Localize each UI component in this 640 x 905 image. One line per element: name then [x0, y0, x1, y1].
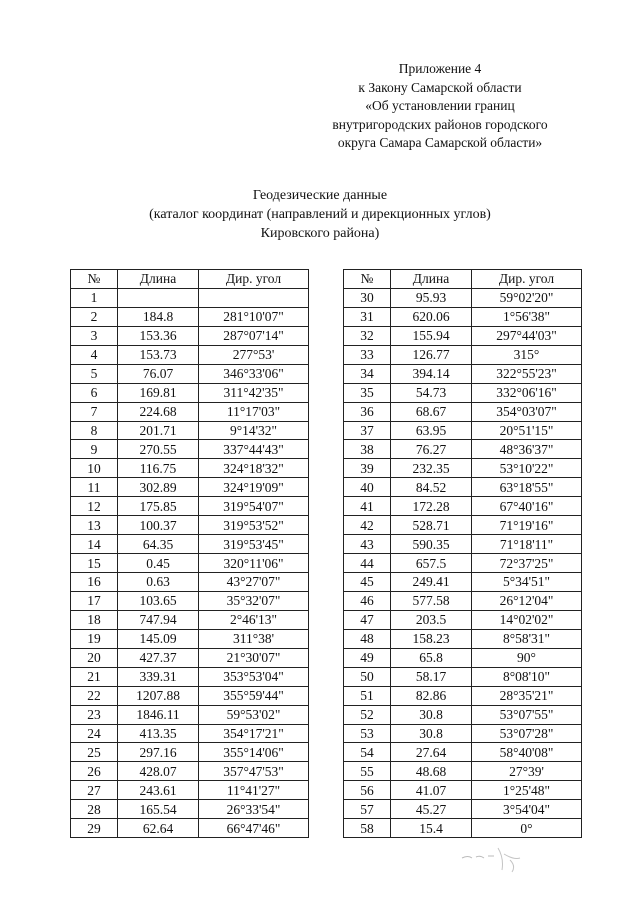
table-row	[344, 364, 582, 383]
cell-length: 48.68	[391, 762, 472, 781]
table-row	[71, 762, 309, 781]
cell-number: 31	[344, 307, 391, 326]
cell-length: 116.75	[118, 459, 199, 478]
cell-length: 1207.88	[118, 686, 199, 705]
cell-angle: 53°07'55"	[472, 705, 582, 724]
table-row	[344, 326, 582, 345]
table-row	[344, 421, 582, 440]
cell-angle: 311°42'35"	[199, 383, 309, 402]
cell-number: 54	[344, 743, 391, 762]
table-row	[71, 535, 309, 554]
cell-number: 39	[344, 459, 391, 478]
cell-number: 27	[71, 781, 118, 800]
cell-angle: 20°51'15"	[472, 421, 582, 440]
cell-angle: 3°54'04"	[472, 800, 582, 819]
table-header-row	[344, 270, 582, 289]
appendix-line: внутригородских районов городского	[332, 116, 548, 132]
table-row	[344, 591, 582, 610]
coordinates-table-right	[343, 269, 582, 838]
cell-number: 22	[71, 686, 118, 705]
cell-number: 13	[71, 516, 118, 535]
cell-length: 577.58	[391, 591, 472, 610]
cell-angle: 1°25'48"	[472, 781, 582, 800]
cell-length: 270.55	[118, 440, 199, 459]
cell-length: 413.35	[118, 724, 199, 743]
table-row	[344, 459, 582, 478]
cell-length: 76.27	[391, 440, 472, 459]
cell-length: 15.4	[391, 819, 472, 838]
cell-angle: 315°	[472, 345, 582, 364]
cell-angle: 346°33'06"	[199, 364, 309, 383]
cell-angle: 297°44'03"	[472, 326, 582, 345]
cell-angle: 67°40'16"	[472, 497, 582, 516]
cell-length: 153.36	[118, 326, 199, 345]
table-row	[71, 743, 309, 762]
cell-angle: 26°12'04"	[472, 591, 582, 610]
cell-angle: 319°53'45"	[199, 535, 309, 554]
appendix-line: округа Самара Самарской области»	[337, 135, 543, 150]
cell-number: 19	[71, 629, 118, 648]
cell-length: 175.85	[118, 497, 199, 516]
table-row	[71, 516, 309, 535]
table-row	[344, 402, 582, 421]
cell-length: 68.67	[391, 402, 472, 421]
cell-number: 51	[344, 686, 391, 705]
cell-number: 26	[71, 762, 118, 781]
table-row	[344, 686, 582, 705]
cell-length: 165.54	[118, 800, 199, 819]
table-row	[71, 402, 309, 421]
cell-angle: 71°19'16"	[472, 516, 582, 535]
cell-length: 427.37	[118, 648, 199, 667]
table-row	[71, 629, 309, 648]
cell-length: 45.27	[391, 800, 472, 819]
cell-length: 100.37	[118, 516, 199, 535]
table-row	[71, 288, 309, 307]
cell-angle: 287°07'14"	[199, 326, 309, 345]
cell-angle: 11°17'03"	[199, 402, 309, 421]
table-row	[71, 421, 309, 440]
cell-length: 297.16	[118, 743, 199, 762]
table-header-row	[71, 270, 309, 289]
table-row	[344, 345, 582, 364]
cell-length: 203.5	[391, 610, 472, 629]
cell-length: 0.63	[118, 573, 199, 592]
cell-length: 58.17	[391, 667, 472, 686]
cell-length: 0.45	[118, 554, 199, 573]
cell-number: 24	[71, 724, 118, 743]
cell-length: 169.81	[118, 383, 199, 402]
document-title	[60, 186, 580, 243]
table-row	[71, 648, 309, 667]
cell-angle: 319°54'07"	[199, 497, 309, 516]
cell-angle: 59°02'20"	[472, 288, 582, 307]
cell-angle: 71°18'11"	[472, 535, 582, 554]
appendix-line: к Закону Самарской области	[358, 79, 522, 95]
cell-number: 45	[344, 573, 391, 592]
cell-number: 2	[71, 307, 118, 326]
cell-number: 30	[344, 288, 391, 307]
cell-number: 44	[344, 554, 391, 573]
cell-number: 6	[71, 383, 118, 402]
cell-number: 56	[344, 781, 391, 800]
table-row	[71, 307, 309, 326]
cell-angle: 26°33'54"	[199, 800, 309, 819]
cell-length: 747.94	[118, 610, 199, 629]
cell-angle: 90°	[472, 648, 582, 667]
cell-angle: 322°55'23"	[472, 364, 582, 383]
cell-angle: 21°30'07"	[199, 648, 309, 667]
cell-length: 620.06	[391, 307, 472, 326]
cell-angle: 48°36'37"	[472, 440, 582, 459]
table-row	[344, 819, 582, 838]
cell-length: 528.71	[391, 516, 472, 535]
table-row	[71, 591, 309, 610]
table-row	[71, 781, 309, 800]
cell-number: 17	[71, 591, 118, 610]
cell-number: 38	[344, 440, 391, 459]
cell-length: 339.31	[118, 667, 199, 686]
cell-number: 10	[71, 459, 118, 478]
cell-number: 36	[344, 402, 391, 421]
cell-length: 249.41	[391, 573, 472, 592]
cell-length: 41.07	[391, 781, 472, 800]
cell-number: 43	[344, 535, 391, 554]
cell-number: 7	[71, 402, 118, 421]
cell-number: 3	[71, 326, 118, 345]
cell-angle: 63°18'55"	[472, 478, 582, 497]
cell-number: 5	[71, 364, 118, 383]
cell-angle: 0°	[472, 819, 582, 838]
header-length: Длина	[391, 270, 472, 289]
cell-length: 30.8	[391, 705, 472, 724]
cell-angle: 332°06'16"	[472, 383, 582, 402]
cell-number: 41	[344, 497, 391, 516]
cell-angle: 354°03'07"	[472, 402, 582, 421]
cell-length: 153.73	[118, 345, 199, 364]
cell-number: 15	[71, 554, 118, 573]
cell-number: 34	[344, 364, 391, 383]
cell-angle: 311°38'	[199, 629, 309, 648]
cell-number: 9	[71, 440, 118, 459]
cell-angle: 9°14'32"	[199, 421, 309, 440]
cell-number: 35	[344, 383, 391, 402]
table-row	[71, 573, 309, 592]
table-row	[71, 819, 309, 838]
cell-number: 23	[71, 705, 118, 724]
cell-number: 55	[344, 762, 391, 781]
title-line: Кировского района)	[260, 226, 380, 241]
cell-length: 82.86	[391, 686, 472, 705]
table-row	[344, 610, 582, 629]
table-row	[71, 440, 309, 459]
cell-number: 57	[344, 800, 391, 819]
cell-angle: 355°14'06"	[199, 743, 309, 762]
cell-number: 18	[71, 610, 118, 629]
cell-length: 243.61	[118, 781, 199, 800]
table-row	[344, 705, 582, 724]
table-row	[344, 516, 582, 535]
cell-number: 29	[71, 819, 118, 838]
header-number: №	[71, 270, 118, 289]
table-row	[344, 383, 582, 402]
cell-angle: 319°53'52"	[199, 516, 309, 535]
cell-number: 1	[71, 288, 118, 307]
table-row	[344, 648, 582, 667]
cell-angle: 324°18'32"	[199, 459, 309, 478]
cell-number: 4	[71, 345, 118, 364]
table-row	[71, 383, 309, 402]
cell-angle: 5°34'51"	[472, 573, 582, 592]
cell-number: 37	[344, 421, 391, 440]
table-row	[344, 629, 582, 648]
cell-angle: 324°19'09"	[199, 478, 309, 497]
cell-angle: 355°59'44"	[199, 686, 309, 705]
cell-angle: 357°47'53"	[199, 762, 309, 781]
table-row	[344, 288, 582, 307]
cell-length: 394.14	[391, 364, 472, 383]
cell-angle: 35°32'07"	[199, 591, 309, 610]
cell-angle: 2°46'13"	[199, 610, 309, 629]
cell-length: 232.35	[391, 459, 472, 478]
cell-angle: 354°17'21"	[199, 724, 309, 743]
cell-number: 25	[71, 743, 118, 762]
table-row	[344, 307, 582, 326]
cell-number: 42	[344, 516, 391, 535]
cell-angle: 53°07'28"	[472, 724, 582, 743]
cell-number: 46	[344, 591, 391, 610]
cell-length: 145.09	[118, 629, 199, 648]
cell-angle: 337°44'43"	[199, 440, 309, 459]
table-row	[71, 705, 309, 724]
cell-number: 8	[71, 421, 118, 440]
table-row	[71, 497, 309, 516]
cell-length: 126.77	[391, 345, 472, 364]
cell-length: 54.73	[391, 383, 472, 402]
table-row	[344, 478, 582, 497]
table-row	[71, 326, 309, 345]
cell-number: 33	[344, 345, 391, 364]
table-row	[344, 535, 582, 554]
cell-length: 155.94	[391, 326, 472, 345]
table-row	[344, 554, 582, 573]
table-row	[71, 478, 309, 497]
cell-number: 16	[71, 573, 118, 592]
header-angle: Дир. угол	[199, 270, 309, 289]
cell-number: 20	[71, 648, 118, 667]
header-length: Длина	[118, 270, 199, 289]
cell-length: 172.28	[391, 497, 472, 516]
table-row	[71, 554, 309, 573]
table-row	[344, 781, 582, 800]
cell-length: 76.07	[118, 364, 199, 383]
cell-angle: 53°10'22"	[472, 459, 582, 478]
cell-length: 1846.11	[118, 705, 199, 724]
table-row	[71, 667, 309, 686]
cell-length: 95.93	[391, 288, 472, 307]
table-row	[71, 364, 309, 383]
cell-length: 184.8	[118, 307, 199, 326]
cell-length: 63.95	[391, 421, 472, 440]
cell-number: 32	[344, 326, 391, 345]
cell-length: 224.68	[118, 402, 199, 421]
table-row	[344, 440, 582, 459]
cell-length: 64.35	[118, 535, 199, 554]
table-row	[71, 724, 309, 743]
table-row	[71, 459, 309, 478]
header-number: №	[344, 270, 391, 289]
cell-number: 52	[344, 705, 391, 724]
cell-length: 657.5	[391, 554, 472, 573]
cell-number: 40	[344, 478, 391, 497]
cell-angle: 43°27'07"	[199, 573, 309, 592]
cell-number: 21	[71, 667, 118, 686]
title-line: Геодезические данные	[252, 188, 388, 203]
cell-length: 428.07	[118, 762, 199, 781]
table-row	[71, 345, 309, 364]
cell-angle: 11°41'27"	[199, 781, 309, 800]
header-angle: Дир. угол	[472, 270, 582, 289]
cell-angle: 28°35'21"	[472, 686, 582, 705]
table-row	[71, 686, 309, 705]
cell-angle: 59°53'02"	[199, 705, 309, 724]
table-row	[344, 743, 582, 762]
cell-angle: 27°39'	[472, 762, 582, 781]
scan-mark-icon	[458, 840, 538, 880]
cell-angle: 320°11'06"	[199, 554, 309, 573]
title-line: (каталог координат (направлений и дирекционных углов)	[149, 207, 491, 222]
table-row	[344, 667, 582, 686]
cell-angle: 353°53'04"	[199, 667, 309, 686]
cell-angle: 281°10'07"	[199, 307, 309, 326]
cell-number: 12	[71, 497, 118, 516]
cell-length: 590.35	[391, 535, 472, 554]
cell-angle	[199, 288, 309, 307]
cell-angle: 8°08'10"	[472, 667, 582, 686]
appendix-line: «Об установлении границ	[365, 98, 515, 113]
cell-length: 65.8	[391, 648, 472, 667]
cell-number: 47	[344, 610, 391, 629]
table-row	[71, 610, 309, 629]
appendix-line: Приложение 4	[398, 61, 482, 76]
appendix-header	[300, 60, 580, 153]
table-row	[344, 762, 582, 781]
cell-number: 58	[344, 819, 391, 838]
cell-number: 28	[71, 800, 118, 819]
cell-angle: 277°53'	[199, 345, 309, 364]
cell-number: 49	[344, 648, 391, 667]
cell-length: 27.64	[391, 743, 472, 762]
cell-number: 14	[71, 535, 118, 554]
cell-number: 53	[344, 724, 391, 743]
cell-angle: 8°58'31"	[472, 629, 582, 648]
cell-angle: 72°37'25"	[472, 554, 582, 573]
cell-angle: 14°02'02"	[472, 610, 582, 629]
table-row	[71, 800, 309, 819]
cell-length: 201.71	[118, 421, 199, 440]
cell-length: 158.23	[391, 629, 472, 648]
cell-angle: 58°40'08"	[472, 743, 582, 762]
cell-length: 84.52	[391, 478, 472, 497]
table-row	[344, 800, 582, 819]
cell-length	[118, 288, 199, 307]
table-row	[344, 497, 582, 516]
coordinates-table-left	[70, 269, 309, 838]
cell-length: 30.8	[391, 724, 472, 743]
cell-number: 50	[344, 667, 391, 686]
cell-number: 11	[71, 478, 118, 497]
cell-length: 62.64	[118, 819, 199, 838]
cell-angle: 1°56'38"	[472, 307, 582, 326]
cell-length: 302.89	[118, 478, 199, 497]
cell-length: 103.65	[118, 591, 199, 610]
table-row	[344, 724, 582, 743]
table-row	[344, 573, 582, 592]
cell-number: 48	[344, 629, 391, 648]
cell-angle: 66°47'46"	[199, 819, 309, 838]
